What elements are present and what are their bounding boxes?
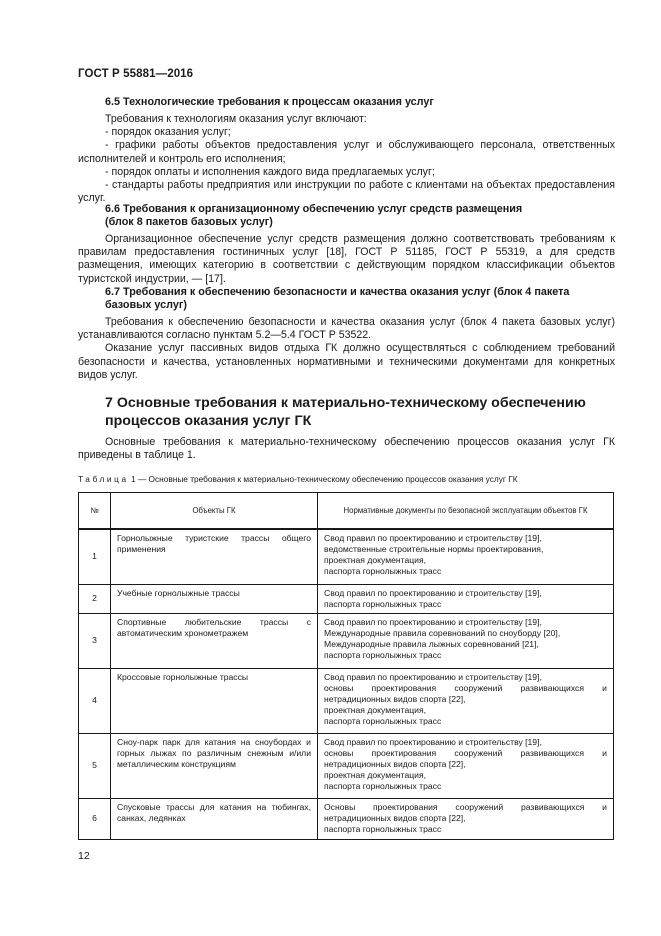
section-6-7-title-line1: 6.7 Требования к обеспечению безопасности и качества оказания услуг (блок 4 пакета (105, 286, 570, 298)
requirements-table (78, 492, 614, 840)
document-reference: проектная документация, (324, 704, 427, 715)
list-item: - порядок оплаты и исполнения каждого вида предлагаемых услуг; (105, 165, 435, 178)
table-row (79, 798, 614, 839)
document-reference: Свод правил по проектированию и строительству [19], (324, 533, 542, 543)
document-reference: ведомственные строительные нормы проектирования, (324, 544, 544, 554)
table-header-row (79, 493, 614, 530)
document-reference: Свод правил по проектированию и строительству [19], (324, 616, 542, 627)
column-header-number: № (79, 493, 111, 530)
column-header-objects: Объекты ГК (111, 493, 318, 530)
document-reference: паспорта горнолыжных трасс (324, 598, 442, 609)
document-reference: Свод правил по проектированию и строительству [19], (324, 671, 542, 682)
document-reference: проектная документация, (324, 769, 427, 780)
row-object: Спусковые трассы для катания на тюбингах, санках, ледянках (111, 798, 318, 839)
section-6-5-intro: Требования к технологиям оказания услуг включают: (105, 113, 367, 125)
section-6-7-text2: Оказание услуг пассивных видов отдыха ГК должно осуществляться с соблюдением требований безопасности и качества, установленных нормативными и техническими документами для конкретных видов услуг. (78, 342, 615, 381)
section-7-title-line2: процессов оказания услуг ГК (105, 413, 312, 429)
row-documents (318, 798, 614, 839)
document-reference: основы проектирования сооружений развивающихся и нетрадиционных видов спорта [22], (324, 682, 607, 704)
section-6-6 (78, 203, 615, 286)
row-documents (318, 613, 614, 668)
section-7-title-line1: 7 Основные требования к материально-техническому обеспечению (105, 395, 586, 411)
section-6-7-text1: Требования к обеспечению безопасности и качества оказания услуг (блок 4 пакета базовых услуг) устанавливаются согласно пунктам 5.2—5.4 ГОСТ Р 53522. (78, 316, 615, 342)
row-number: 6 (79, 798, 111, 839)
standard-number: ГОСТ Р 55881—2016 (78, 68, 194, 80)
page-number: 12 (78, 850, 90, 862)
row-number: 2 (79, 584, 111, 613)
document-reference: основы проектирования сооружений развивающихся и нетрадиционных видов спорта [22], (324, 747, 607, 769)
document-reference: проектная документация, (324, 555, 427, 565)
row-object: Учебные горнолыжные трассы (111, 584, 318, 613)
table-caption-label: Таблица (78, 474, 129, 484)
row-number: 4 (79, 668, 111, 733)
document-reference: Свод правил по проектированию и строительству [19], (324, 587, 542, 598)
section-7-title (105, 394, 605, 430)
list-item: - порядок оказания услуг; (105, 126, 231, 139)
document-reference: паспорта горнолыжных трасс (324, 649, 442, 660)
table-row (79, 529, 614, 584)
row-number: 1 (79, 529, 111, 584)
table-row (79, 668, 614, 733)
row-object: Горнолыжные туристские трассы общего применения (111, 529, 318, 584)
section-7-text: Основные требования к материально-техническому обеспечению процессов оказания услуг ГК приведены в таблице 1. (78, 436, 615, 462)
document-reference: Международные правила соревнований по сноуборду [20], (324, 627, 561, 638)
document-reference: паспорта горнолыжных трасс (324, 715, 442, 726)
row-object: Кроссовые горнолыжные трассы (111, 668, 318, 733)
row-number: 5 (79, 733, 111, 798)
document-reference: Свод правил по проектированию и строительству [19], (324, 736, 542, 747)
table-row (79, 733, 614, 798)
document-reference: паспорта горнолыжных трасс (324, 566, 442, 576)
table-row (79, 584, 614, 613)
table-row (79, 613, 614, 668)
section-6-6-title-line2: (блок 8 пакетов базовых услуг) (105, 216, 273, 228)
section-6-7 (78, 286, 615, 382)
list-item: - графики работы объектов предоставления услуг и обслуживающего персонала, ответственных исполнителей и контроль его исполнения; (78, 139, 615, 165)
row-object: Сноу-парк парк для катания на сноубордах и горных лыжах по различным снежным и/или металлическим конструкциям (111, 733, 318, 798)
section-6-6-title-line1: 6.6 Требования к организационному обеспечению услуг средств размещения (105, 203, 523, 215)
section-6-6-text: Организационное обеспечение услуг средств размещения должно соответствовать требованиям к правилам предоставления гостиничных услуг [18], ГОСТ Р 51185, ГОСТ Р 55319, а для средств размещения, имеющих категорию в соответствии с действующим порядком классификации объектов туристской индустрии, — [17]. (78, 233, 615, 285)
row-documents (318, 584, 614, 613)
list-item: - стандарты работы предприятия или инструкции по работе с клиентами на объектах предоставления услуг. (78, 179, 615, 205)
document-reference: Международные правила лыжных соревнований [21], (324, 638, 539, 649)
row-documents (318, 668, 614, 733)
column-header-documents: Нормативные документы по безопасной эксплуатации объектов ГК (318, 493, 614, 530)
document-reference: паспорта горнолыжных трасс (324, 780, 442, 791)
document-reference: паспорта горнолыжных трасс (324, 823, 442, 834)
section-6-5 (78, 96, 615, 205)
section-7 (78, 436, 615, 462)
table-caption-text: 1 — Основные требования к материально-техническому обеспечению процессов оказания услуг ГК (128, 474, 518, 484)
row-object: Спортивные любительские трассы с автоматическим хронометражем (111, 613, 318, 668)
row-documents (318, 733, 614, 798)
table-caption (78, 474, 518, 484)
row-documents (318, 529, 614, 584)
section-6-5-title: 6.5 Технологические требования к процессам оказания услуг (105, 96, 434, 108)
document-reference: Основы проектирования сооружений развивающихся и нетрадиционных видов спорта [22], (324, 801, 607, 823)
section-6-7-title-line2: базовых услуг) (105, 299, 187, 311)
row-number: 3 (79, 613, 111, 668)
